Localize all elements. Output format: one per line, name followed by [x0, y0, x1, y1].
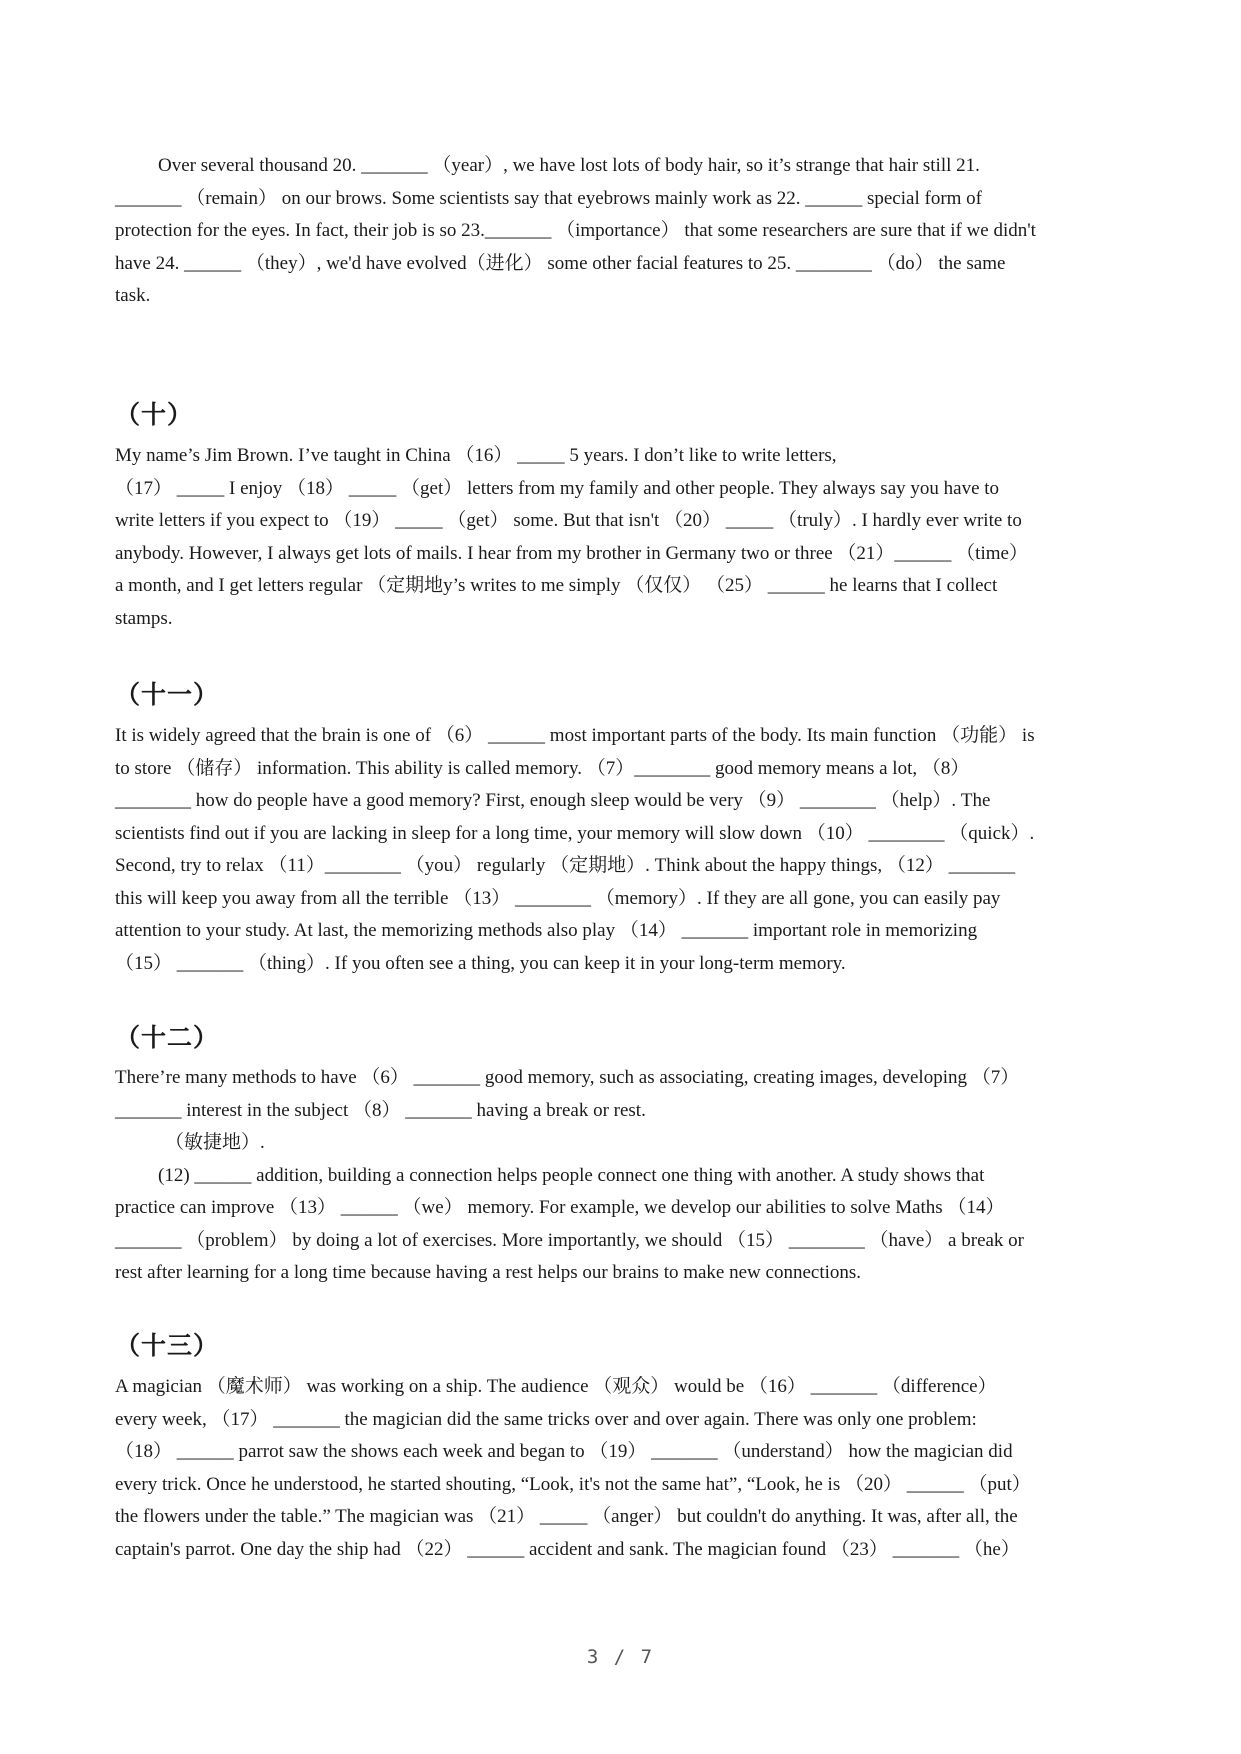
text-line: protection for the eyes. In fact, their job is so 23._______ （importance） that some researchers are sure that if we didn't	[115, 220, 1036, 241]
text-line: （18） ______ parrot saw the shows each week and began to （19） _______ （understand） how the magician did	[115, 1441, 1013, 1462]
section-heading: （十二）	[115, 1023, 220, 1052]
text-line: the flowers under the table.” The magician was （21） _____ （anger） but couldn't do anything. It was, after all, the	[115, 1506, 1018, 1527]
text-line: stamps.	[115, 607, 173, 629]
text-line: _______ （remain） on our brows. Some scientists say that eyebrows mainly work as 22. ______ special form of	[115, 187, 982, 209]
text-line: attention to your study. At last, the memorizing methods also play （14） _______ important role in memorizing	[115, 920, 978, 941]
text-line: (12) ______ addition, building a connection helps people connect one thing with another. A study shows that	[158, 1164, 985, 1186]
text-line: captain's parrot. One day the ship had （22） ______ accident and sank. The magician found （23） _______ （he）	[115, 1538, 1020, 1560]
text-line: scientists find out if you are lacking in sleep for a long time, your memory will slow down （10） ________ （quick）.	[115, 822, 1035, 844]
section-xiii-heading-wrap	[115, 1329, 1135, 1363]
text-line: My name’s Jim Brown. I’ve taught in China （16） _____ 5 years. I don’t like to write letters,	[115, 445, 837, 466]
text-line: There’re many methods to have （6） _______ good memory, such as associating, creating images, developing （7）	[115, 1067, 1020, 1088]
section-heading: （十）	[115, 400, 194, 429]
text-line: a month, and I get letters regular （定期地y’s writes to me simply （仅仅） （25） ______ he learns that I collect	[115, 575, 998, 596]
text-line: write letters if you expect to （19） _____ （get） some. But that isn't （20） _____ （truly）. I hardly ever write to	[115, 510, 1022, 531]
text-line: _______ interest in the subject （8） _______ having a break or rest.	[115, 1099, 646, 1121]
section-xii-heading-wrap	[115, 1021, 1135, 1055]
section-x-paragraph	[115, 440, 1135, 635]
section-xiii-paragraph	[115, 1371, 1135, 1566]
section-x-passage	[115, 440, 1135, 635]
section-xi-paragraph	[115, 720, 1135, 980]
text-line: （17） _____ I enjoy （18） _____ （get） letters from my family and other people. They always say you have to	[115, 477, 1000, 499]
section-heading: （十一）	[115, 680, 220, 709]
text-line: It is widely agreed that the brain is one of （6） ______ most important parts of the body. Its main function （功能） is	[115, 725, 1035, 746]
section-xi-passage	[115, 720, 1135, 980]
text-line: Over several thousand 20. _______ （year）, we have lost lots of body hair, so it’s strange that hair still 21.	[158, 155, 980, 176]
text-line: have 24. ______ （they）, we'd have evolved（进化） some other facial features to 25. ________ （do） the same	[115, 252, 1006, 274]
section-x-heading-wrap	[115, 398, 1135, 432]
text-line: every week, （17） _______ the magician did the same tricks over and over again. There was only one problem:	[115, 1408, 977, 1430]
text-line: （15） _______ （thing）. If you often see a thing, you can keep it in your long-term memory.	[115, 952, 846, 974]
page-number: 3 / 7	[586, 1646, 655, 1668]
text-line: every trick. Once he understood, he started shouting, “Look, it's not the same hat”, “Look, he is （20） ______ （put）	[115, 1473, 1031, 1495]
text-line: anybody. However, I always get lots of mails. I hear from my brother in Germany two or three （21）______ （time）	[115, 542, 1028, 564]
text-line: this will keep you away from all the terrible （13） ________ （memory）. If they are all gone, you can easily pay	[115, 887, 1001, 909]
section-heading: （十三）	[115, 1331, 220, 1360]
text-line: rest after learning for a long time because having a rest helps our brains to make new connections.	[115, 1262, 862, 1283]
section-xi-heading-wrap	[115, 678, 1135, 712]
text-line: practice can improve （13） ______ （we） memory. For example, we develop our abilities to solve Maths （14）	[115, 1197, 1005, 1218]
passage-ix	[115, 150, 1135, 313]
section-xii-paragraph	[115, 1062, 1135, 1290]
section-xiii-passage	[115, 1371, 1135, 1566]
text-line: ________ how do people have a good memory? First, enough sleep would be very （9） ________ （help）. The	[115, 790, 991, 811]
section-xii-passage	[115, 1062, 1135, 1290]
passage-ix-paragraph	[115, 150, 1135, 313]
text-line: A magician （魔术师） was working on a ship. The audience （观众） would be （16） _______ （difference）	[115, 1376, 997, 1397]
text-line: task.	[115, 285, 151, 306]
text-line: to store （储存） information. This ability is called memory. （7）________ good memory means a lot, （8）	[115, 757, 970, 779]
text-line: Second, try to relax （11）________ （you） regularly （定期地）. Think about the happy things, （12） _______	[115, 855, 1016, 876]
text-line: （敏捷地）.	[165, 1132, 265, 1153]
text-line: _______ （problem） by doing a lot of exercises. More importantly, we should （15） ________ （have） a break or	[115, 1229, 1025, 1251]
